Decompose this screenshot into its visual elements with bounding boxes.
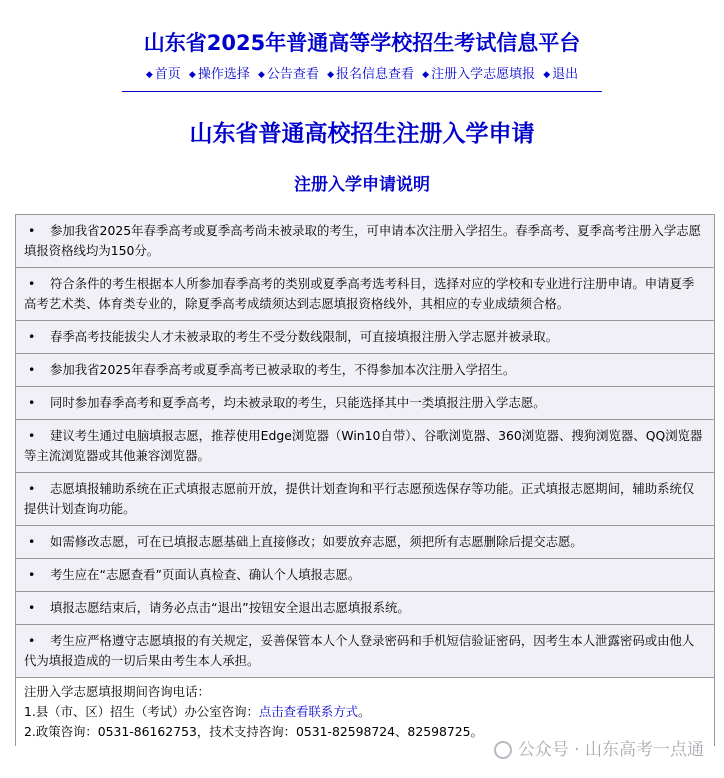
wechat-icon: [494, 741, 512, 759]
list-item: • 同时参加春季高考和夏季高考，均未被录取的考生，只能选择其中一类填报注册入学志愿。: [16, 387, 714, 420]
bullet-icon: •: [28, 534, 36, 549]
nav-registration-info[interactable]: ◆ 报名信息查看: [327, 67, 414, 82]
section-title: 注册入学申请说明: [294, 175, 430, 195]
diamond-bullet-icon: ◆: [188, 70, 196, 80]
diamond-bullet-icon: ◆: [257, 70, 265, 80]
bullet-icon: •: [28, 362, 36, 377]
top-nav: [0, 66, 724, 84]
watermark: 公众号 · 山东高考一点通: [494, 738, 704, 762]
nav-announcements[interactable]: ◆ 公告查看: [257, 67, 319, 82]
contact-info: [16, 678, 714, 746]
list-item: • 填报志愿结束后，请务必点击“退出”按钮安全退出志愿填报系统。: [16, 592, 714, 625]
instructions-table: [15, 214, 715, 746]
nav-logout[interactable]: ◆ 退出: [543, 67, 579, 82]
nav-home[interactable]: ◆ 首页: [145, 67, 181, 82]
contact-heading: 注册入学志愿填报期间咨询电话：: [24, 684, 210, 699]
diamond-bullet-icon: ◆: [327, 70, 334, 80]
page-title: 山东省普通高校招生注册入学申请: [189, 121, 535, 147]
nav-volunteer-filling[interactable]: ◆ 注册入学志愿填报: [422, 67, 536, 82]
contact-line-county: 1.县（市、区）招生（考试）办公室咨询：点击查看联系方式。: [24, 704, 371, 719]
list-item: • 如需修改志愿，可在已填报志愿基础上直接修改；如要放弃志愿，须把所有志愿删除后提交志愿。: [16, 526, 714, 559]
list-item: • 符合条件的考生根据本人所参加春季高考的类别或夏季高考选考科目，选择对应的学校和专业进行注册申请。申请夏季高考艺术类、体育类专业的，除夏季高考成绩须达到志愿填报资格线外，其相应的专业成绩须合格。: [16, 268, 714, 321]
list-item: • 参加我省2025年春季高考或夏季高考已被录取的考生，不得参加本次注册入学招生。: [16, 354, 714, 387]
bullet-icon: •: [28, 329, 36, 344]
diamond-bullet-icon: ◆: [543, 70, 551, 80]
bullet-icon: •: [28, 428, 36, 443]
list-item: • 春季高考技能拔尖人才未被录取的考生不受分数线限制，可直接填报注册入学志愿并被录取。: [16, 321, 714, 354]
list-item: • 建议考生通过电脑填报志愿，推荐使用Edge浏览器（Win10自带）、谷歌浏览器、360浏览器、搜狗浏览器、QQ浏览器等主流浏览器或其他兼容浏览器。: [16, 420, 714, 473]
bullet-icon: •: [28, 633, 36, 648]
list-item: • 志愿填报辅助系统在正式填报志愿前开放，提供计划查询和平行志愿预选保存等功能。正式填报志愿期间，辅助系统仅提供计划查询功能。: [16, 473, 714, 526]
bullet-icon: •: [28, 223, 36, 238]
list-item: • 考生应严格遵守志愿填报的有关规定，妥善保管本人个人登录密码和手机短信验证密码，因考生本人泄露密码或由他人代为填报造成的一切后果由考生本人承担。: [16, 625, 714, 678]
list-item: • 考生应在“志愿查看”页面认真检查、确认个人填报志愿。: [16, 559, 714, 592]
nav-operation-select[interactable]: ◆ 操作选择: [188, 67, 250, 82]
bullet-icon: •: [28, 276, 36, 291]
diamond-bullet-icon: ◆: [422, 70, 430, 80]
bullet-icon: •: [28, 481, 36, 496]
list-item: • 参加我省2025年春季高考或夏季高考尚未被录取的考生，可申请本次注册入学招生。春季高考、夏季高考注册入学志愿填报资格线均为150分。: [16, 215, 714, 268]
bullet-icon: •: [28, 600, 36, 615]
diamond-bullet-icon: ◆: [145, 70, 153, 80]
bullet-icon: •: [28, 395, 36, 410]
header-divider: [122, 91, 602, 92]
site-title: 山东省2025年普通高等学校招生考试信息平台: [143, 31, 581, 55]
contact-line-policy: 2.政策咨询：0531-86162753，技术支持咨询：0531-82598724、82598725。: [24, 724, 483, 739]
site-header: [0, 0, 724, 92]
bullet-icon: •: [28, 567, 36, 582]
view-contacts-link[interactable]: 点击查看联系方式: [258, 704, 358, 719]
